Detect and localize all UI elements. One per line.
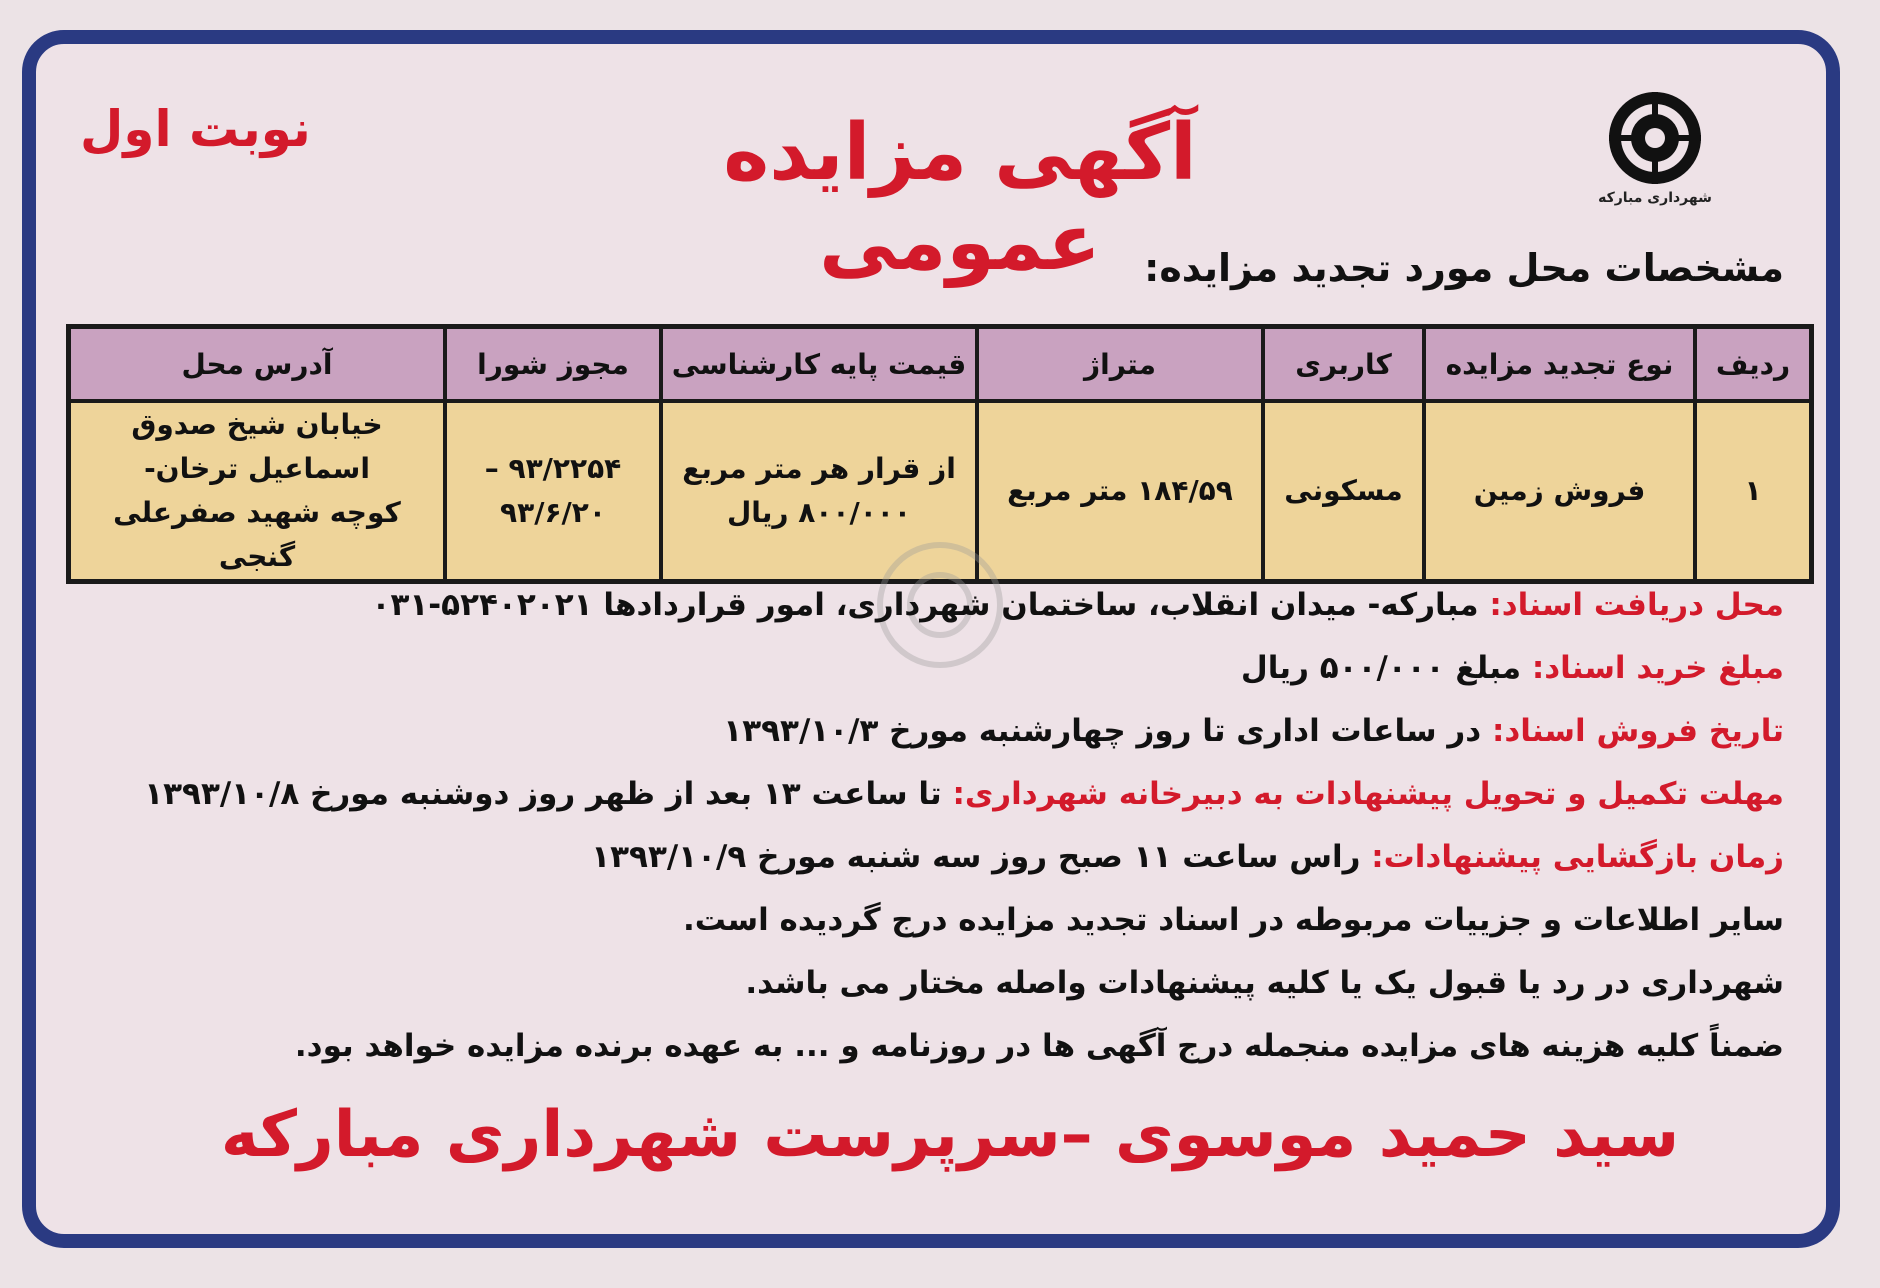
column-header: کاربری <box>1263 327 1424 402</box>
detail-text: مبلغ ۵۰۰/۰۰۰ ریال <box>1240 650 1532 686</box>
address-line-1: خیابان شیخ صدوق اسماعیل ترخان- <box>131 408 383 485</box>
detail-label: تاریخ فروش اسناد: <box>1491 713 1784 749</box>
detail-text: مبارکه- میدان انقلاب، ساختمان شهرداری، امور قراردادها ۵۲۴۰۲۰۲۱-۰۳۱ <box>371 587 1490 623</box>
column-header: قیمت پایه کارشناسی <box>661 327 977 402</box>
cell-type: فروش زمین <box>1424 401 1695 582</box>
permit-line-1: ۹۳/۲۲۵۴ – <box>484 452 622 485</box>
detail-line <box>84 763 1784 826</box>
price-line-1: از قرار هر متر مربع <box>682 452 956 485</box>
round-label: نوبت اول <box>80 100 311 158</box>
cell-usage: مسکونی <box>1263 401 1424 582</box>
detail-label: مهلت تکمیل و تحویل پیشنهادات به دبیرخانه شهرداری: <box>952 776 1784 812</box>
cell-area: ۱۸۴/۵۹ متر مربع <box>977 401 1263 582</box>
detail-line <box>84 700 1784 763</box>
detail-text: در ساعات اداری تا روز چهارشنبه مورخ ۱۳۹۳/۱۰/۳ <box>723 713 1492 749</box>
address-line-2: کوچه شهید صفرعلی گنجی <box>113 496 401 573</box>
price-line-2: ۸۰۰/۰۰۰ ریال <box>727 496 911 529</box>
signature-line: سید حمید موسوی –سرپرست شهرداری مبارکه <box>220 1098 1680 1172</box>
detail-text: راس ساعت ۱۱ صبح روز سه شنبه مورخ ۱۳۹۳/۱۰/۹ <box>591 839 1372 875</box>
cell-index: ۱ <box>1695 401 1812 582</box>
detail-label: زمان بازگشایی پیشنهادات: <box>1371 839 1784 875</box>
notice-title: آگهی مزایده عمومی <box>723 108 1197 288</box>
logo-caption: شهرداری مبارکه <box>1598 190 1712 206</box>
note-line: سایر اطلاعات و جزییات مربوطه در اسناد تجدید مزایده درج گردیده است. <box>683 902 1784 938</box>
column-header: آدرس محل <box>69 327 446 402</box>
municipality-logo <box>1580 88 1730 206</box>
notice-details <box>84 574 1784 1078</box>
column-header: مجوز شورا <box>445 327 661 402</box>
column-header: متراژ <box>977 327 1263 402</box>
note-line: شهرداری در رد یا قبول یک یا کلیه پیشنهادات واصله مختار می باشد. <box>745 965 1784 1001</box>
cell-permit <box>445 401 661 582</box>
detail-text: تا ساعت ۱۳ بعد از ظهر روز دوشنبه مورخ ۱۳۹۳/۱۰/۸ <box>144 776 953 812</box>
table-header-row <box>69 327 1812 402</box>
permit-line-2: ۹۳/۶/۲۰ <box>500 496 606 529</box>
column-header: ردیف <box>1695 327 1812 402</box>
detail-label: مبلغ خرید اسناد: <box>1531 650 1784 686</box>
column-header: نوع تجدید مزایده <box>1424 327 1695 402</box>
detail-line <box>84 574 1784 637</box>
section-heading: مشخصات محل مورد تجدید مزایده: <box>1144 246 1784 290</box>
cell-address <box>69 401 446 582</box>
note-line: ضمناً کلیه هزینه های مزایده منجمله درج آگهی ها در روزنامه و ... به عهده برنده مزایده خواهد بود. <box>294 1028 1784 1064</box>
detail-line <box>84 826 1784 889</box>
emblem-icon <box>1600 88 1710 188</box>
detail-label: محل دریافت اسناد: <box>1489 587 1784 623</box>
detail-line <box>84 637 1784 700</box>
